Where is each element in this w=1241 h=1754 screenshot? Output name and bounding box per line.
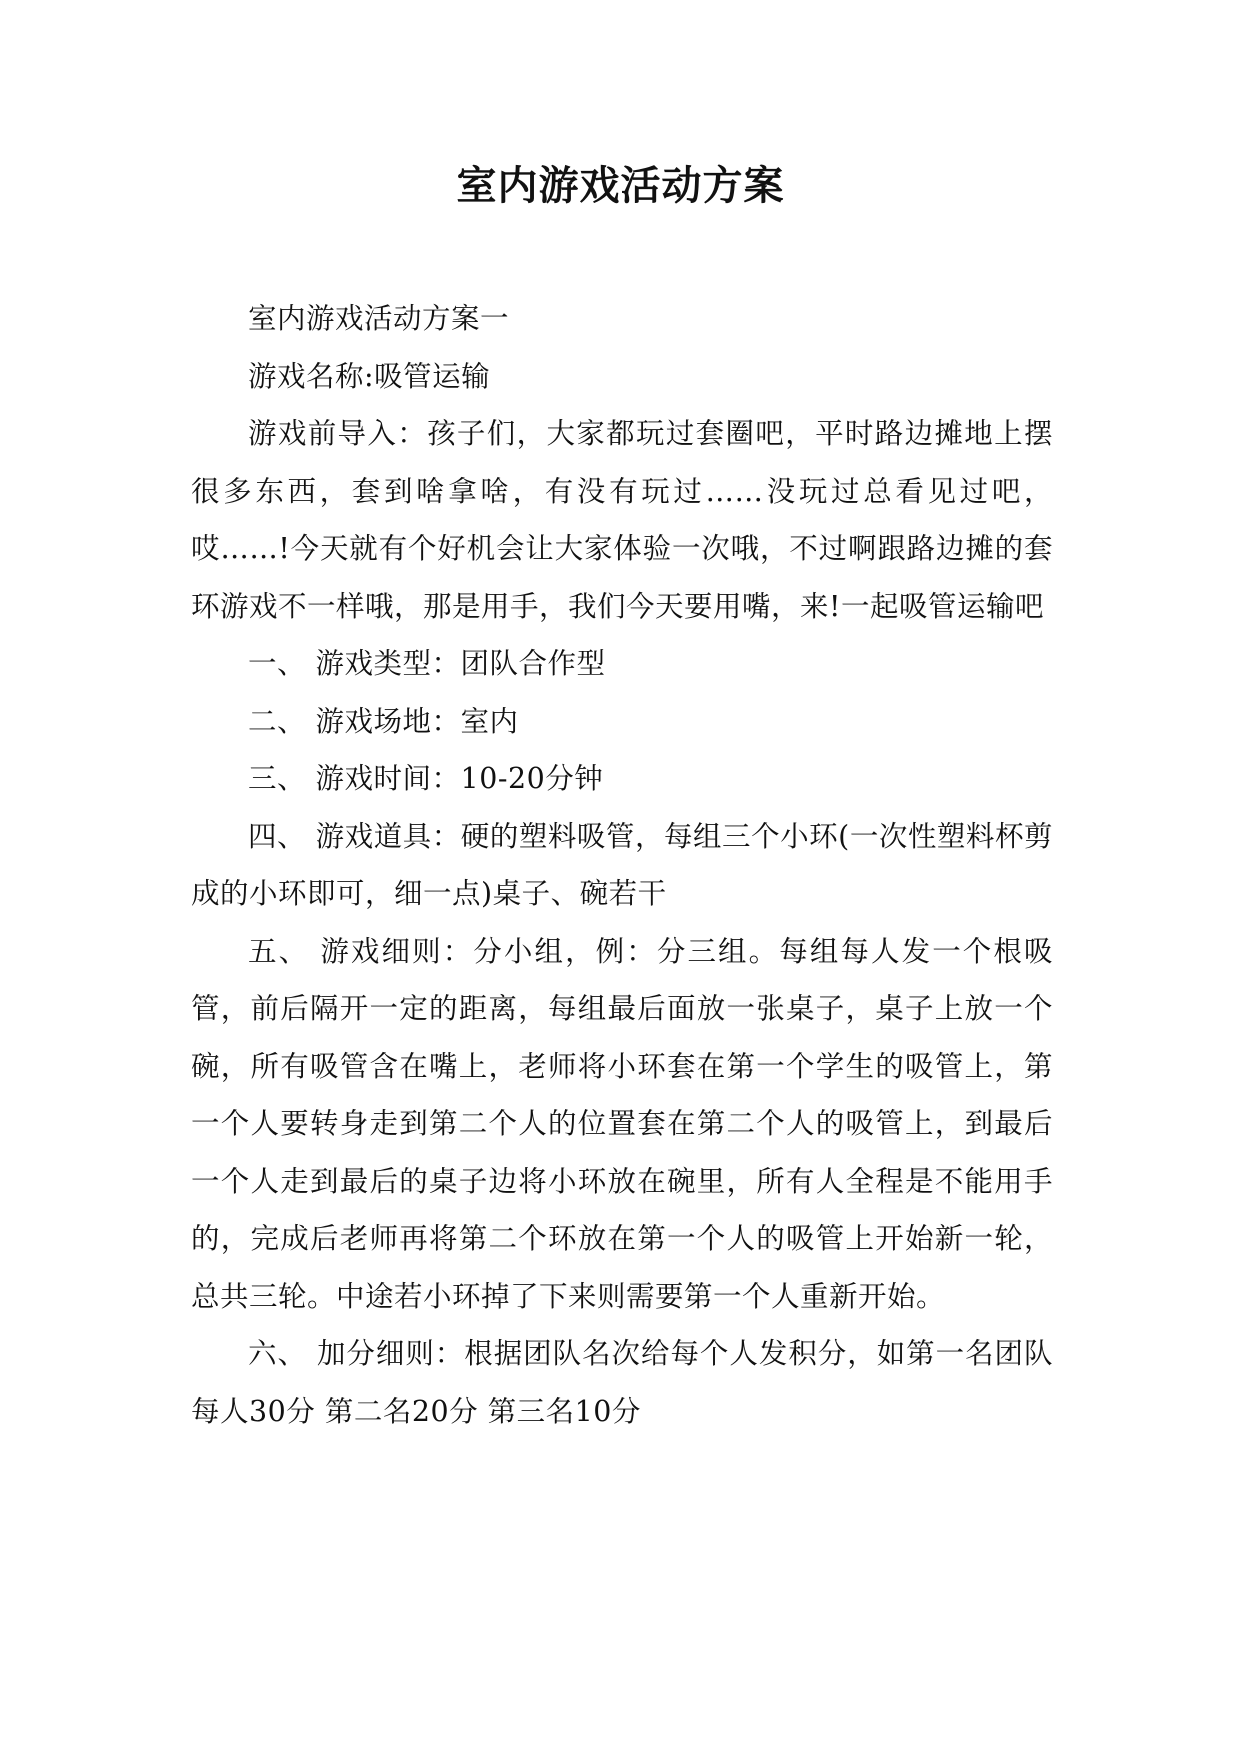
paragraph-game-props: 四、 游戏道具：硬的塑料吸管，每组三个小环(一次性塑料杯剪成的小环即可，细一点)桌子、碗若干 bbox=[191, 819, 1053, 910]
paragraph-game-name: 游戏名称:吸管运输 bbox=[248, 359, 491, 393]
paragraph-game-rules: 五、 游戏细则：分小组，例：分三组。每组每人发一个根吸管，前后隔开一定的距离，每组最后面放一张桌子，桌子上放一个碗，所有吸管含在嘴上，老师将小环套在第一个学生的吸管上，第一个人要转身走到第二个人的位置套在第二个人的吸管上，到最后一个人走到最后的桌子边将小环放在碗里，所有人全程是不能用手的，完成后老师再将第二个环放在第一个人的吸管上开始新一轮，总共三轮。中途若小环掉了下来则需要第一个人重新开始。 bbox=[191, 934, 1053, 1313]
paragraph-intro: 游戏前导入：孩子们，大家都玩过套圈吧，平时路边摊地上摆很多东西，套到啥拿啥，有没有玩过……没玩过总看见过吧，哎……!今天就有个好机会让大家体验一次哦，不过啊跟路边摊的套环游戏不一样哦，那是用手，我们今天要用嘴，来!一起吸管运输吧 bbox=[191, 417, 1053, 623]
paragraph-scoring-rules: 六、 加分细则：根据团队名次给每个人发积分，如第一名团队每人30分 第二名20分 第三名10分 bbox=[191, 1337, 1053, 1428]
document-body bbox=[191, 290, 1053, 1440]
paragraph-subtitle: 室内游戏活动方案一 bbox=[248, 302, 510, 335]
paragraph-game-venue: 二、 游戏场地：室内 bbox=[248, 704, 519, 738]
paragraph-game-type: 一、 游戏类型：团队合作型 bbox=[248, 647, 606, 680]
document-title: 室内游戏活动方案 bbox=[456, 162, 785, 209]
paragraph-game-time: 三、 游戏时间：10-20分钟 bbox=[248, 762, 604, 795]
